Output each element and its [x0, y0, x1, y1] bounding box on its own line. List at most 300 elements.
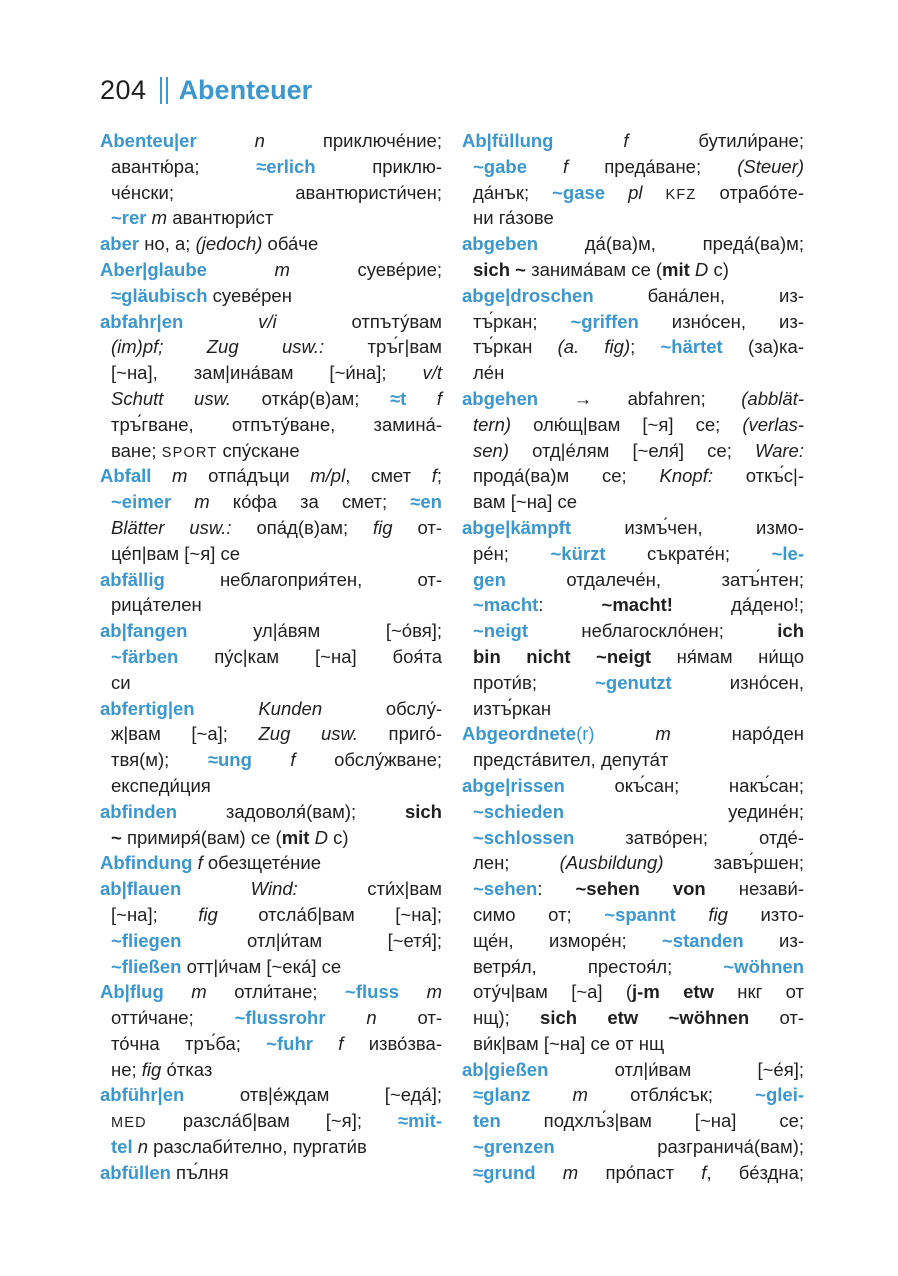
- headword: ~gase: [552, 181, 606, 203]
- text-segment: от-: [749, 1007, 804, 1029]
- dict-line: [462, 180, 804, 206]
- text-segment: изтъ́ркан: [473, 697, 552, 719]
- text-segment: ул|а́вям [~о́вя];: [187, 620, 442, 642]
- dict-line: [462, 670, 804, 696]
- dict-line: [462, 567, 804, 593]
- text-segment: :: [537, 878, 576, 900]
- dict-line: [100, 979, 442, 1005]
- dict-line: [100, 850, 442, 876]
- headword: ~fliegen: [111, 929, 182, 951]
- text-segment: v/i: [183, 310, 352, 332]
- headword: ≈grund: [473, 1161, 536, 1183]
- dict-line: [100, 902, 442, 928]
- dict-line: [100, 283, 442, 309]
- text-segment: отт|и́чам [~ека́] се: [181, 955, 342, 977]
- text-segment: тъ́ркан;: [473, 310, 571, 332]
- text-segment: n: [196, 130, 323, 151]
- headword: ≈mit-: [397, 1110, 442, 1132]
- headword: ~eimer: [111, 491, 172, 513]
- text-segment: m: [206, 258, 358, 280]
- dict-line: [462, 618, 804, 644]
- headword: ≈gläubisch: [111, 284, 208, 306]
- headword: ~sehen: [473, 878, 538, 900]
- dict-line: [462, 515, 804, 541]
- text-segment: Zug usw.: [258, 723, 389, 745]
- text-segment: предста́вител, депута́т: [473, 749, 669, 771]
- text-segment: нкг от: [713, 981, 804, 1003]
- dict-line: [462, 541, 804, 567]
- text-segment: ~sehen von: [575, 878, 706, 900]
- headword: gen: [473, 568, 506, 590]
- dict-line: [462, 928, 804, 954]
- dict-line: [462, 334, 804, 360]
- headword: Abenteu|er: [100, 130, 197, 151]
- headword: ~fluss: [345, 981, 400, 1003]
- text-segment: (Ausbildung): [559, 852, 664, 874]
- double-bar-icon: [160, 77, 168, 104]
- dict-line: [100, 1160, 442, 1186]
- dict-line: [462, 463, 804, 489]
- dict-line: [462, 825, 804, 851]
- headword: ~härtet: [660, 336, 723, 358]
- text-segment: ще́н, изморе́н;: [473, 929, 662, 951]
- headword: ~schlossen: [473, 826, 575, 848]
- headword: ≈t: [389, 387, 407, 409]
- headword: abfällig: [100, 568, 165, 590]
- dict-line: [100, 1005, 442, 1031]
- headword: ~kürzt: [550, 542, 606, 564]
- text-segment: mit: [662, 258, 690, 280]
- text-segment: опа́д(в)ам;: [256, 516, 374, 538]
- text-segment: отбля́сък;: [630, 1084, 756, 1106]
- text-segment: изто-: [760, 903, 804, 925]
- text-segment: бана́лен, из-: [593, 284, 804, 306]
- text-segment: оту́ч|вам [~а] (: [473, 981, 633, 1003]
- text-segment: из-: [743, 929, 804, 951]
- text-segment: (a. fig): [557, 336, 631, 358]
- headword: ~neigt: [473, 620, 528, 642]
- dict-line: [100, 334, 442, 360]
- dict-line: [100, 618, 442, 644]
- headword: abge|droschen: [462, 284, 594, 306]
- headword: abfertig|en: [100, 697, 195, 719]
- dict-line: [100, 773, 442, 799]
- headword: ~flussrohr: [234, 1007, 326, 1029]
- text-segment: измъ́чен, измо-: [571, 516, 804, 538]
- headword: abfinden: [100, 800, 178, 822]
- text-segment: pl: [605, 181, 666, 203]
- headword: abfüllen: [100, 1161, 171, 1183]
- text-segment: занима́вам се (: [525, 258, 663, 280]
- dict-line: [100, 180, 442, 206]
- text-segment: разсла́б|вам [~я];: [146, 1110, 398, 1132]
- text-segment: , смет: [345, 465, 432, 487]
- dict-line: [100, 257, 442, 283]
- text-segment: D: [689, 258, 714, 280]
- text-segment: тръ́гване, отпъту́ване, замина́-: [111, 413, 442, 435]
- text-segment: m/pl: [310, 465, 346, 487]
- headword: abführ|en: [100, 1084, 185, 1106]
- text-segment: неблагоскло́нен;: [528, 620, 778, 642]
- text-segment: отка́р(в)ам;: [261, 387, 390, 409]
- headword: abge|kämpft: [462, 516, 572, 538]
- text-segment: обслу́жване;: [334, 749, 442, 771]
- text-segment: спу́скане: [217, 439, 300, 461]
- text-segment: (verlas-: [742, 413, 805, 435]
- text-segment: j-m etw: [632, 981, 714, 1003]
- text-segment: ich: [777, 620, 804, 642]
- dict-line: [462, 696, 804, 722]
- text-segment: наро́ден: [731, 723, 804, 745]
- text-segment: тръ́г|вам: [367, 336, 442, 358]
- headword: Ab|füllung: [462, 130, 554, 151]
- dict-line: [100, 825, 442, 851]
- text-segment: (jedoch): [195, 233, 263, 255]
- headword: ≈ung: [207, 749, 252, 771]
- text-segment: [~на];: [111, 903, 199, 925]
- text-segment: рица́телен: [111, 594, 202, 616]
- dict-line: [462, 979, 804, 1005]
- text-segment: отти́чане;: [111, 1007, 235, 1029]
- dict-line: [100, 799, 442, 825]
- headword: abgeben: [462, 233, 539, 255]
- headword: ~standen: [662, 929, 744, 951]
- text-segment: (Steuer): [737, 155, 805, 177]
- dict-line: [100, 489, 442, 515]
- dict-line: [100, 747, 442, 773]
- dict-line: [100, 154, 442, 180]
- headword: ~griffen: [570, 310, 639, 332]
- text-segment: ре́н;: [473, 542, 551, 564]
- dict-line: [462, 850, 804, 876]
- text-segment: неблагоприя́тен, от-: [164, 568, 442, 590]
- dict-line: [100, 954, 442, 980]
- text-segment: SPORT: [161, 444, 218, 461]
- text-segment: Kunden: [194, 697, 386, 719]
- text-segment: ветря́л, престоя́л;: [473, 955, 724, 977]
- text-segment: це́п|вам [~я] се: [111, 542, 241, 564]
- dict-line: [462, 1134, 804, 1160]
- text-segment: но, а;: [139, 233, 196, 255]
- text-segment: ко́фа за смет;: [232, 491, 411, 513]
- text-segment: пу́с|кам [~на] боя́та: [178, 645, 442, 667]
- text-segment: то́чна тръ́ба;: [111, 1032, 267, 1054]
- text-segment: преда́ване;: [604, 155, 738, 177]
- left-column: [100, 128, 442, 1186]
- text-segment: задоволя́(вам);: [177, 800, 405, 822]
- text-segment: пъ́лня: [170, 1161, 229, 1183]
- text-segment: примиря́(вам) се (: [121, 826, 282, 848]
- text-segment: m: [171, 491, 233, 513]
- dict-line: [100, 670, 442, 696]
- text-segment: с): [333, 826, 349, 848]
- text-segment: суеве́рие;: [357, 258, 442, 280]
- text-segment: :: [538, 594, 602, 616]
- dict-line: [462, 1031, 804, 1057]
- dict-line: [100, 128, 442, 154]
- dict-line: [462, 799, 804, 825]
- text-segment: fig: [141, 1058, 167, 1080]
- text-segment: приго́-: [388, 723, 442, 745]
- headword: ~genutzt: [595, 671, 672, 693]
- dict-line: [100, 515, 442, 541]
- text-segment: m: [146, 207, 173, 229]
- dict-line: [462, 438, 804, 464]
- text-segment: окъ́сан; накъ́сан;: [564, 774, 804, 796]
- dict-line: [100, 231, 442, 257]
- text-segment: да́нък;: [473, 181, 553, 203]
- text-segment: да́(ва)м, преда́(ва)м;: [538, 233, 804, 255]
- text-segment: ;: [436, 465, 442, 487]
- text-segment: отд|е́лям [~еля́] се;: [532, 439, 755, 461]
- text-segment: sich etw ~wöhnen: [540, 1007, 750, 1029]
- text-segment: m: [399, 981, 442, 1003]
- text-segment: f: [553, 130, 699, 151]
- text-segment: о́тказ: [166, 1058, 213, 1080]
- headword: ≈glanz: [473, 1084, 531, 1106]
- text-segment: затво́рен; отде́-: [574, 826, 804, 848]
- text-segment: от-: [417, 516, 443, 538]
- text-segment: да́дено!;: [672, 594, 804, 616]
- dict-line: [462, 205, 804, 231]
- text-segment: ;: [630, 336, 661, 358]
- dict-line: [462, 721, 804, 747]
- dict-line: [462, 1108, 804, 1134]
- text-segment: m: [594, 723, 732, 745]
- text-segment: f: [406, 387, 443, 409]
- headword: ~grenzen: [473, 1136, 555, 1158]
- text-segment: съкрате́н;: [605, 542, 772, 564]
- dict-line: [100, 309, 442, 335]
- text-segment: m: [535, 1161, 606, 1183]
- headword: Abfindung: [100, 852, 193, 874]
- text-segment: tern): [473, 413, 534, 435]
- text-segment: (abblät-: [741, 387, 804, 409]
- dict-line: [100, 928, 442, 954]
- headword: abge|rissen: [462, 774, 565, 796]
- text-segment: отв|е́ждам [~еда́];: [184, 1084, 442, 1106]
- text-segment: sen): [473, 439, 533, 461]
- headword: ten: [473, 1110, 501, 1132]
- headword: Abfall: [100, 465, 152, 487]
- text-segment: обезщете́ние: [207, 852, 322, 874]
- text-segment: прода́(ва)м се;: [473, 465, 660, 487]
- text-segment: отпъту́вам: [351, 310, 442, 332]
- dict-line: [100, 1082, 442, 1108]
- text-segment: симо от;: [473, 903, 605, 925]
- text-segment: Wind:: [181, 878, 368, 900]
- text-segment: бутили́ране;: [698, 130, 804, 151]
- headword: ab|flauen: [100, 878, 182, 900]
- dict-line: [100, 876, 442, 902]
- text-segment: откъ́с|-: [712, 465, 804, 487]
- text-segment: авантю́ра;: [111, 155, 257, 177]
- text-segment: mit: [281, 826, 310, 848]
- text-segment: вам [~на] се: [473, 491, 578, 513]
- text-segment: разслаби́телно, пургати́в: [153, 1136, 367, 1158]
- dict-line: [462, 412, 804, 438]
- dict-line: [462, 386, 804, 412]
- headword: Ab|flug: [100, 981, 164, 1003]
- text-segment: v/t: [422, 362, 442, 384]
- dict-line: [100, 1031, 442, 1057]
- text-segment: оба́че: [262, 233, 319, 255]
- headword: ~schieden: [473, 800, 565, 822]
- text-segment: разгранича́(вам);: [554, 1136, 804, 1158]
- text-segment: ж|вам [~а];: [111, 723, 259, 745]
- dict-line: [462, 154, 804, 180]
- dict-line: [462, 360, 804, 386]
- text-segment: [~на], зам|ина́вам [~и́на];: [111, 362, 423, 384]
- headword: ~fuhr: [266, 1032, 313, 1054]
- text-segment: m: [151, 465, 209, 487]
- dict-line: [462, 644, 804, 670]
- dictionary-columns: [100, 128, 898, 1186]
- text-segment: приклю-: [315, 155, 442, 177]
- dict-line: [100, 721, 442, 747]
- text-segment: KFZ: [665, 186, 697, 203]
- dict-line: [462, 592, 804, 618]
- text-segment: тъ́ркан: [473, 336, 558, 358]
- text-segment: лен;: [473, 852, 560, 874]
- text-segment: изно́сен, из-: [638, 310, 804, 332]
- dict-line: [100, 360, 442, 386]
- text-segment: отл|и́вам [~е́я];: [548, 1058, 804, 1080]
- text-segment: приключе́ние;: [322, 130, 442, 151]
- text-segment: Schutt usw.: [111, 387, 262, 409]
- text-segment: bin nicht ~neigt: [473, 645, 652, 667]
- text-segment: Blätter usw.:: [111, 516, 257, 538]
- dict-line: [100, 1108, 442, 1134]
- headword: ~rer: [111, 207, 147, 229]
- text-segment: ви́к|вам [~на] се от нщ: [473, 1032, 665, 1054]
- text-segment: олю́щ|вам [~я] се;: [533, 413, 743, 435]
- text-segment: fig: [373, 516, 418, 538]
- dict-line: [100, 541, 442, 567]
- text-segment: отпа́дъци: [208, 465, 311, 487]
- text-segment: отдалече́н, затъ́нтен;: [505, 568, 804, 590]
- text-segment: fig: [198, 903, 259, 925]
- text-segment: ни га́зове: [473, 207, 554, 229]
- text-segment: уедине́н;: [564, 800, 804, 822]
- headword: Abgeordnete: [462, 723, 577, 745]
- headword: abgehen: [462, 387, 539, 409]
- headword: ~le-: [771, 542, 804, 564]
- text-segment: с): [713, 258, 729, 280]
- dict-line: [100, 696, 442, 722]
- dict-line: [462, 489, 804, 515]
- text-segment: f: [312, 1032, 369, 1054]
- dict-line: [462, 309, 804, 335]
- text-segment: sich ~: [473, 258, 526, 280]
- dict-line: [462, 231, 804, 257]
- dict-line: [462, 954, 804, 980]
- dict-line: [100, 412, 442, 438]
- headword: ≈en: [410, 491, 442, 513]
- text-segment: n: [325, 1007, 418, 1029]
- text-segment: MED: [111, 1115, 147, 1132]
- text-segment: сти́х|вам: [367, 878, 442, 900]
- headword: ≈erlich: [256, 155, 316, 177]
- text-segment: f: [431, 465, 437, 487]
- dict-line: [100, 205, 442, 231]
- text-segment: → abfahren;: [538, 387, 742, 409]
- text-segment: си: [111, 671, 131, 693]
- text-segment: изно́сен,: [671, 671, 805, 693]
- dict-line: [100, 592, 442, 618]
- dict-line: [100, 1134, 442, 1160]
- headword: Aber|glaube: [100, 258, 207, 280]
- text-segment: суеве́рен: [207, 284, 292, 306]
- text-segment: от-: [417, 1007, 443, 1029]
- text-segment: sich: [404, 800, 442, 822]
- right-column: [462, 128, 804, 1186]
- text-segment: подхлъ́з|вам [~на] се;: [500, 1110, 804, 1132]
- headword: ab|gießen: [462, 1058, 549, 1080]
- headword: ~wöhnen: [723, 955, 804, 977]
- text-segment: f: [192, 852, 208, 874]
- text-segment: Ware:: [754, 439, 804, 461]
- dict-line: [462, 283, 804, 309]
- headword: ~gabe: [473, 155, 527, 177]
- headword: aber: [100, 233, 140, 255]
- text-segment: отсла́б|вам [~на];: [258, 903, 442, 925]
- dict-line: [462, 773, 804, 799]
- text-segment: отли́тане;: [234, 981, 346, 1003]
- text-segment: проти́в;: [473, 671, 596, 693]
- text-segment: ~: [111, 826, 122, 848]
- text-segment: n: [132, 1136, 154, 1158]
- headword: ~macht: [473, 594, 539, 616]
- text-segment: отл|и́там [~етя́];: [181, 929, 442, 951]
- text-segment: авантюри́ст: [172, 207, 274, 229]
- text-segment: про́паст: [605, 1161, 702, 1183]
- page-number: 204: [100, 74, 147, 105]
- headword: ~fließen: [111, 955, 182, 977]
- page-header: [100, 73, 898, 107]
- dict-line: [462, 1160, 804, 1186]
- dict-line: [462, 1005, 804, 1031]
- dict-line: [462, 1082, 804, 1108]
- text-segment: експеди́ция: [111, 774, 211, 796]
- text-segment: (за)ка-: [722, 336, 804, 358]
- dict-line: [100, 386, 442, 412]
- guide-word: Abenteuer: [178, 74, 313, 105]
- dict-line: [462, 1057, 804, 1083]
- text-segment: D: [309, 826, 334, 848]
- dict-line: [462, 876, 804, 902]
- text-segment: незави́-: [705, 878, 804, 900]
- headword: (r): [576, 723, 595, 745]
- text-segment: f: [251, 749, 335, 771]
- text-segment: Knopf:: [659, 465, 713, 487]
- text-segment: завъ́ршен;: [663, 852, 804, 874]
- headword: abfahr|en: [100, 310, 184, 332]
- headword: ~glei-: [755, 1084, 804, 1106]
- text-segment: f: [701, 1161, 707, 1183]
- text-segment: обслу́-: [385, 697, 442, 719]
- text-segment: изво́зва-: [368, 1032, 442, 1054]
- text-segment: ня́мам ни́що: [651, 645, 804, 667]
- text-segment: отрабо́те-: [696, 181, 804, 203]
- dict-line: [100, 438, 442, 464]
- headword: ~spannt: [604, 903, 676, 925]
- text-segment: m: [163, 981, 235, 1003]
- text-segment: (im)pf; Zug usw.:: [111, 336, 368, 358]
- text-segment: m: [530, 1084, 631, 1106]
- dict-line: [462, 128, 804, 154]
- dict-line: [100, 644, 442, 670]
